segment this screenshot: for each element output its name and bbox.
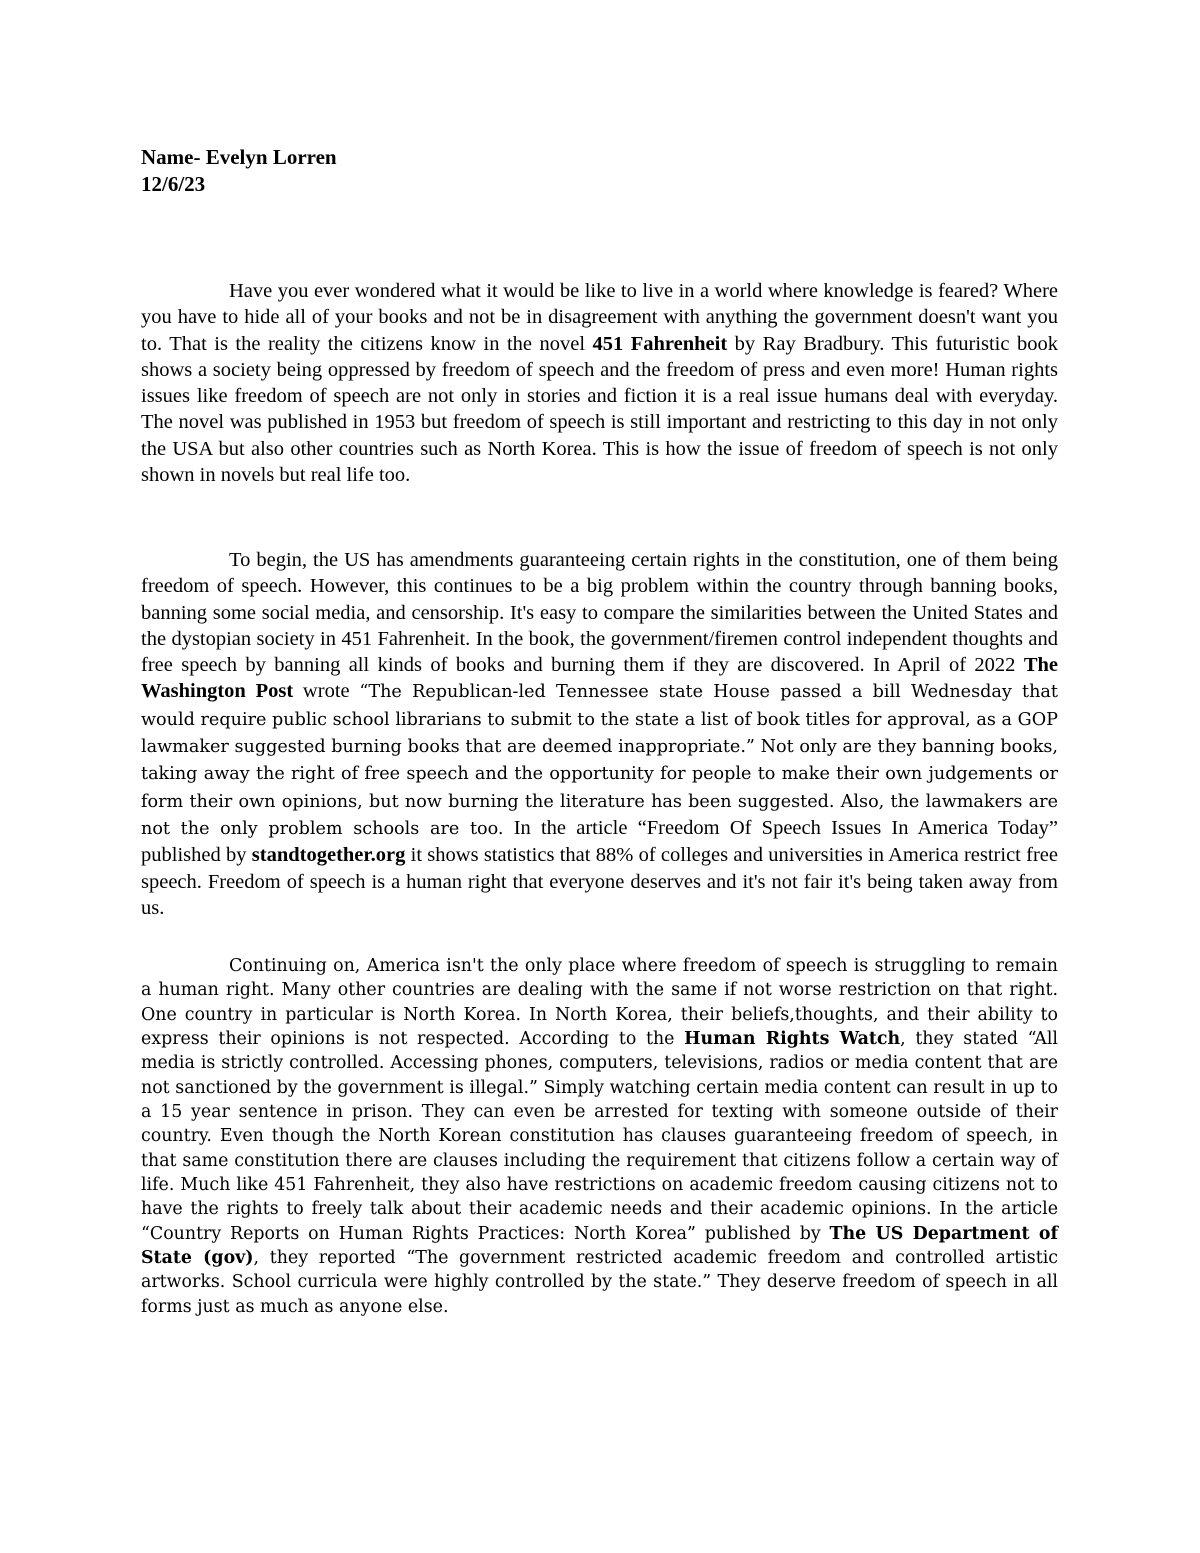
paragraph-intro [141, 278, 1058, 488]
paragraph-north-korea [141, 954, 1058, 1319]
quoted-text: “The Republican-led Tennessee state House passed a bill Wednesday that would require public school librarians to submit to the state a list of book titles for approval, as a GOP lawmaker suggested burning books that are deemed inappropriate.” Not only are they banning books, taking away the right of free speech and the opportunity for people to make their own judgements or form their own opinions, but now burning the literature has been suggested. Also, the lawmakers are not the only problem schools are too. [141, 682, 1058, 839]
paragraph-text: by Ray Bradbury. This futuristic book shows a society being oppressed by freedom of speech and the freedom of press and even more! Human rights issues like freedom of speech are not only in stories and fiction it is a real issue humans deal with everyday. The novel was published in 1953 but freedom of speech is still important and restricting to this day in not only the USA but also other countries such as North Korea. This is how the issue of freedom of speech is not only shown in novels but real life too. [141, 332, 1058, 487]
paragraph-us-freedom [141, 547, 1058, 921]
paragraph-text: Continuing on, America isn't the only place where freedom of speech is struggling to remain a human right. Many other countries are dealing with the same if not worse restriction on that right. One country in particular is North Korea. In North Korea, their beliefs,thoughts, and their ability to express their opinions is not respected. According to the [141, 956, 1058, 1050]
paragraph-text: Have you ever wondered what it would be like to live in a world where knowledge is feared? Where you have to hide all of your books and not be in disagreement with anything the government doesn't want you to. That is the reality the citizens know in the novel [141, 280, 1058, 355]
document-date: 12/6/23 [141, 172, 206, 196]
paragraph-text: , they stated “All media is strictly controlled. Accessing phones, computers, televisions, radios or media content that are not sanctioned by the government is illegal.” Simply watching certain media content can result in up to a 15 year sentence in prison. They can even be arrested for texting with someone outside of their country. Even though the North Korean constitution has clauses guaranteeing freedom of speech, in that same constitution there are clauses including the requirement that citizens follow a certain way of life. Much like 451 Fahrenheit, they also have restrictions on academic freedom causing citizens not to have the rights to freely talk about their academic needs and their academic opinions. In the article “Country Reports on Human Rights Practices: North Korea” published by [141, 1029, 1058, 1244]
document-header [141, 144, 337, 198]
book-title: 451 Fahrenheit [592, 332, 728, 355]
paragraph-text: , they reported “The government restricted academic freedom and controlled artistic artworks. School curricula were highly controlled by the state.” They deserve freedom of speech in all forms just as much as anyone else. [141, 1248, 1058, 1317]
paragraph-text: it shows statistics that 88% of colleges and universities in America restrict free speech. Freedom of speech is a human right that everyone deserves and it's not fair it's being taken away from us. [141, 844, 1058, 919]
source-name: Human Rights Watch [684, 1029, 901, 1050]
paragraph-text: In the article “Freedom Of Speech Issues In America Today” published by [141, 816, 1058, 867]
source-name: The Washington Post [141, 654, 1058, 703]
source-name: The US Department of State (gov) [141, 1223, 1059, 1269]
paragraph-text: To begin, the US has amendments guaranteeing certain rights in the constitution, one of them being freedom of speech. However, this continues to be a big problem within the country through banning books, banning some social media, and censorship. It's easy to compare the similarities between the United States and the dystopian society in 451 Fahrenheit. In the book, the government/firemen control independent thoughts and free speech by banning all kinds of books and burning them if they are discovered. In April of 2022 [141, 549, 1058, 677]
paragraph-text: wrote [293, 680, 360, 703]
author-name: Name- Evelyn Lorren [141, 145, 337, 169]
source-name: standtogether.org [251, 844, 406, 867]
